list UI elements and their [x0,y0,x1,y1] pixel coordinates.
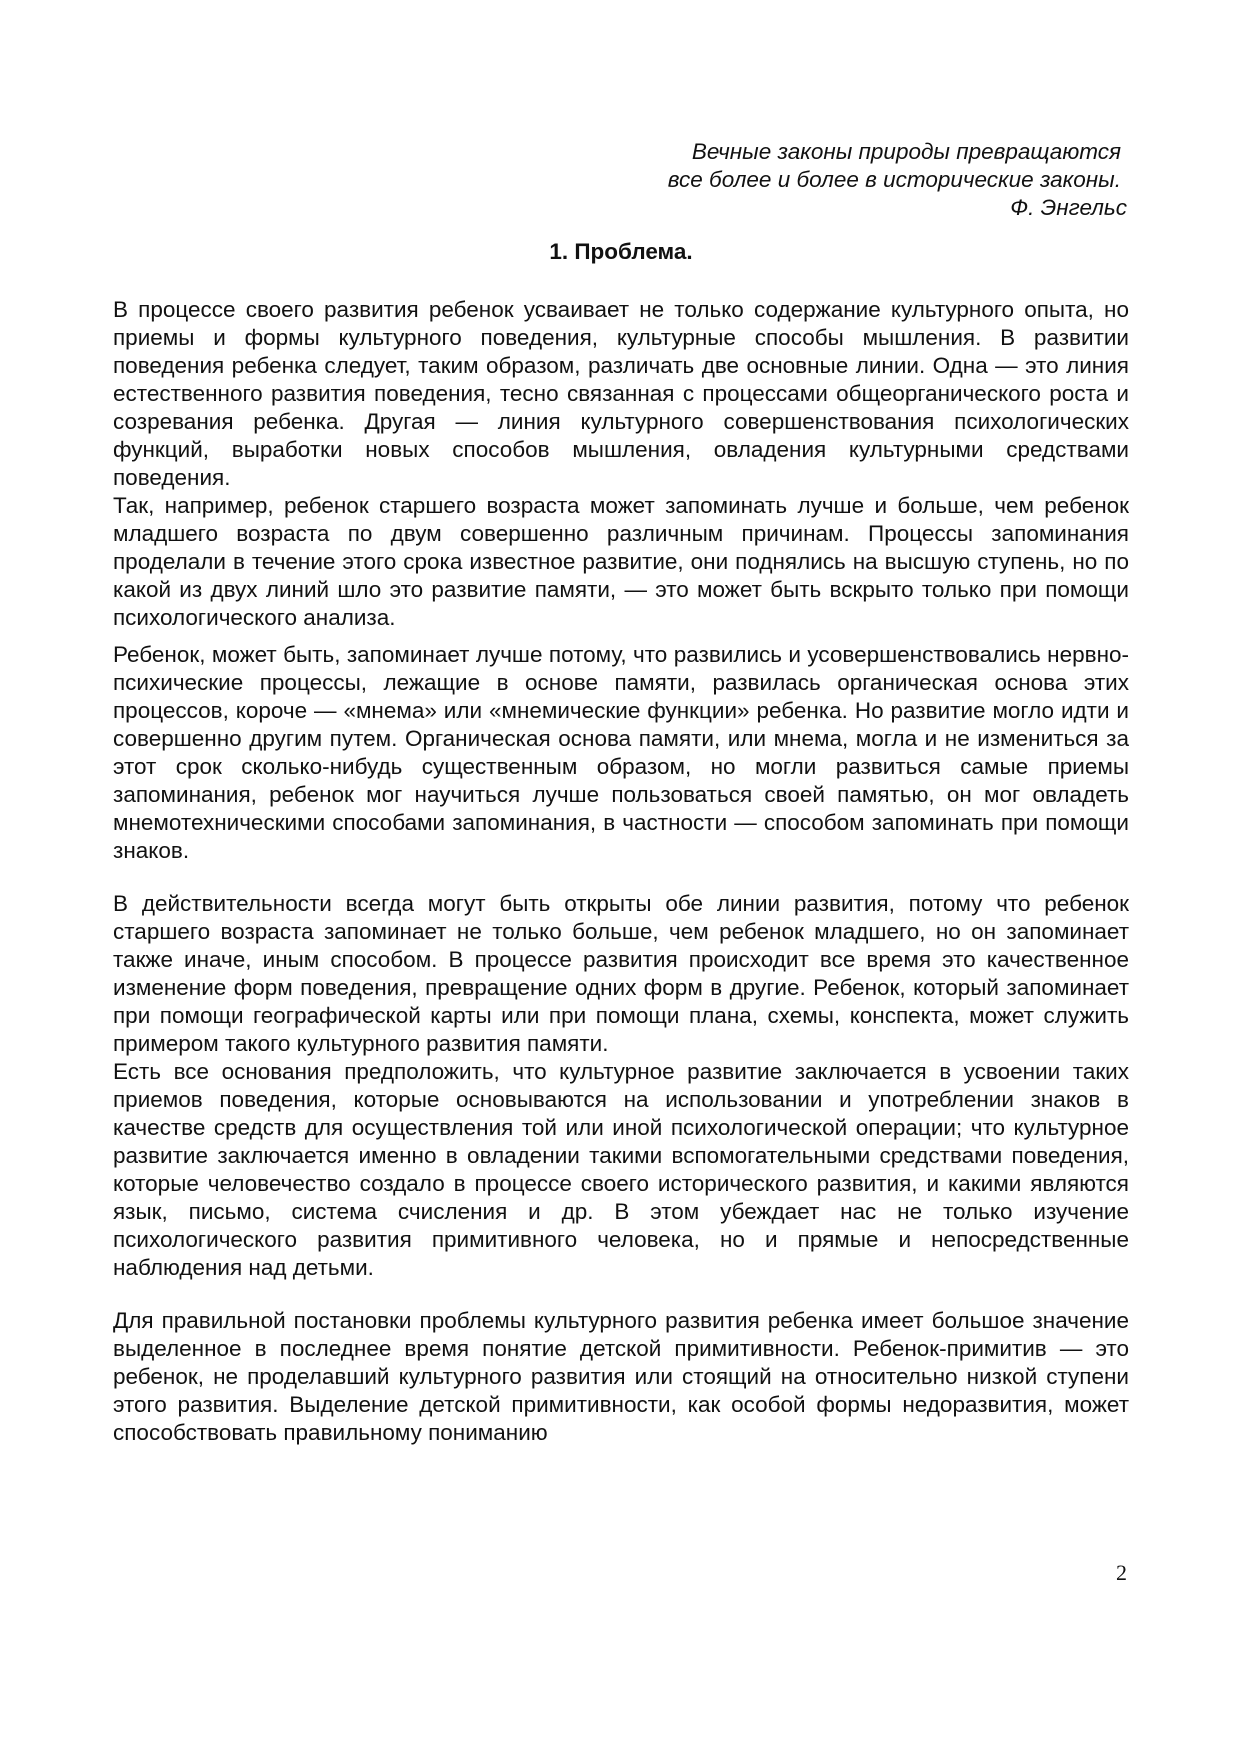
epigraph-line: Вечные законы природы превращаются [691,139,1121,164]
page-number: 2 [1116,1560,1127,1585]
paragraph: Так, например, ребенок старшего возраста может запоминать лучше и больше, чем ребенок младшего возраста по двум совершенно различным причинам. Процессы запоминания проделали в течение этого срока известное развитие, они поднялись на высшую ступень, но по какой из двух линий шло это развитие памяти, — это может быть вскрыто только при помощи психологического анализа. [113,493,1129,630]
paragraph: В действительности всегда могут быть открыты обе линии развития, потому что ребенок старшего возраста запоминает не только больше, чем ребенок младшего, но он запоминает также иначе, иным способом. В процессе развития происходит все время это качественное изменение форм поведения, превращение одних форм в другие. Ребенок, который запоминает при помощи географической карты или при помощи плана, схемы, конспекта, может служить примером такого культурного развития памяти. [113,891,1129,1056]
body-text [113,296,1129,1447]
section-title: 1. Проблема. [549,239,693,264]
paragraph: Есть все основания предположить, что культурное развитие заключается в усвоении таких приемов поведения, которые основываются на использовании и употреблении знаков в качестве средств для осуществления той или иной психологической операции; что культурное развитие заключается именно в овладении такими вспомогательными средствами поведения, которые человечество создало в процессе своего исторического развития, и какими являются язык, письмо, система счисления и др. В этом убеждает нас не только изучение психологического развития примитивного человека, но и прямые и непосредственные наблюдения над детьми. [113,1059,1129,1280]
paragraph: Для правильной постановки проблемы культурного развития ребенка имеет большое значение выделенное в последнее время понятие детской примитивности. Ребенок-примитив — это ребенок, не проделавший культурного развития или стоящий на относительно низкой ступени этого развития. Выделение детской примитивности, как особой формы недоразвития, может способствовать правильному пониманию [113,1308,1129,1445]
paragraph: В процессе своего развития ребенок усваивает не только содержание культурного опыта, но приемы и формы культурного поведения, культурные способы мышления. В развитии поведения ребенка следует, таким образом, различать две основные линии. Одна — это линия естественного развития поведения, тесно связанная с процессами общеорганического роста и созревания ребенка. Другая — линия культурного совершенствования психологических функций, выработки новых способов мышления, овладения культурными средствами поведения. [113,297,1129,490]
epigraph-line: все более и более в исторические законы. [667,167,1121,192]
epigraph [527,138,1127,222]
epigraph-author: Ф. Энгельс [1010,195,1127,220]
paragraph: Ребенок, может быть, запоминает лучше потому, что развились и усовершенствовались нервно-психические процессы, лежащие в основе памяти, развилась органическая основа этих процессов, короче — «мнема» или «мнемические функции» ребенка. Но развитие могло идти и совершенно другим путем. Органическая основа памяти, или мнема, могла и не измениться за этот срок сколько-нибудь существенным образом, но могли развиться самые приемы запоминания, ребенок мог научиться лучше пользоваться своей памятью, он мог овладеть мнемотехническими способами запоминания, в частности — способом запоминать при помощи знаков. [113,642,1129,863]
